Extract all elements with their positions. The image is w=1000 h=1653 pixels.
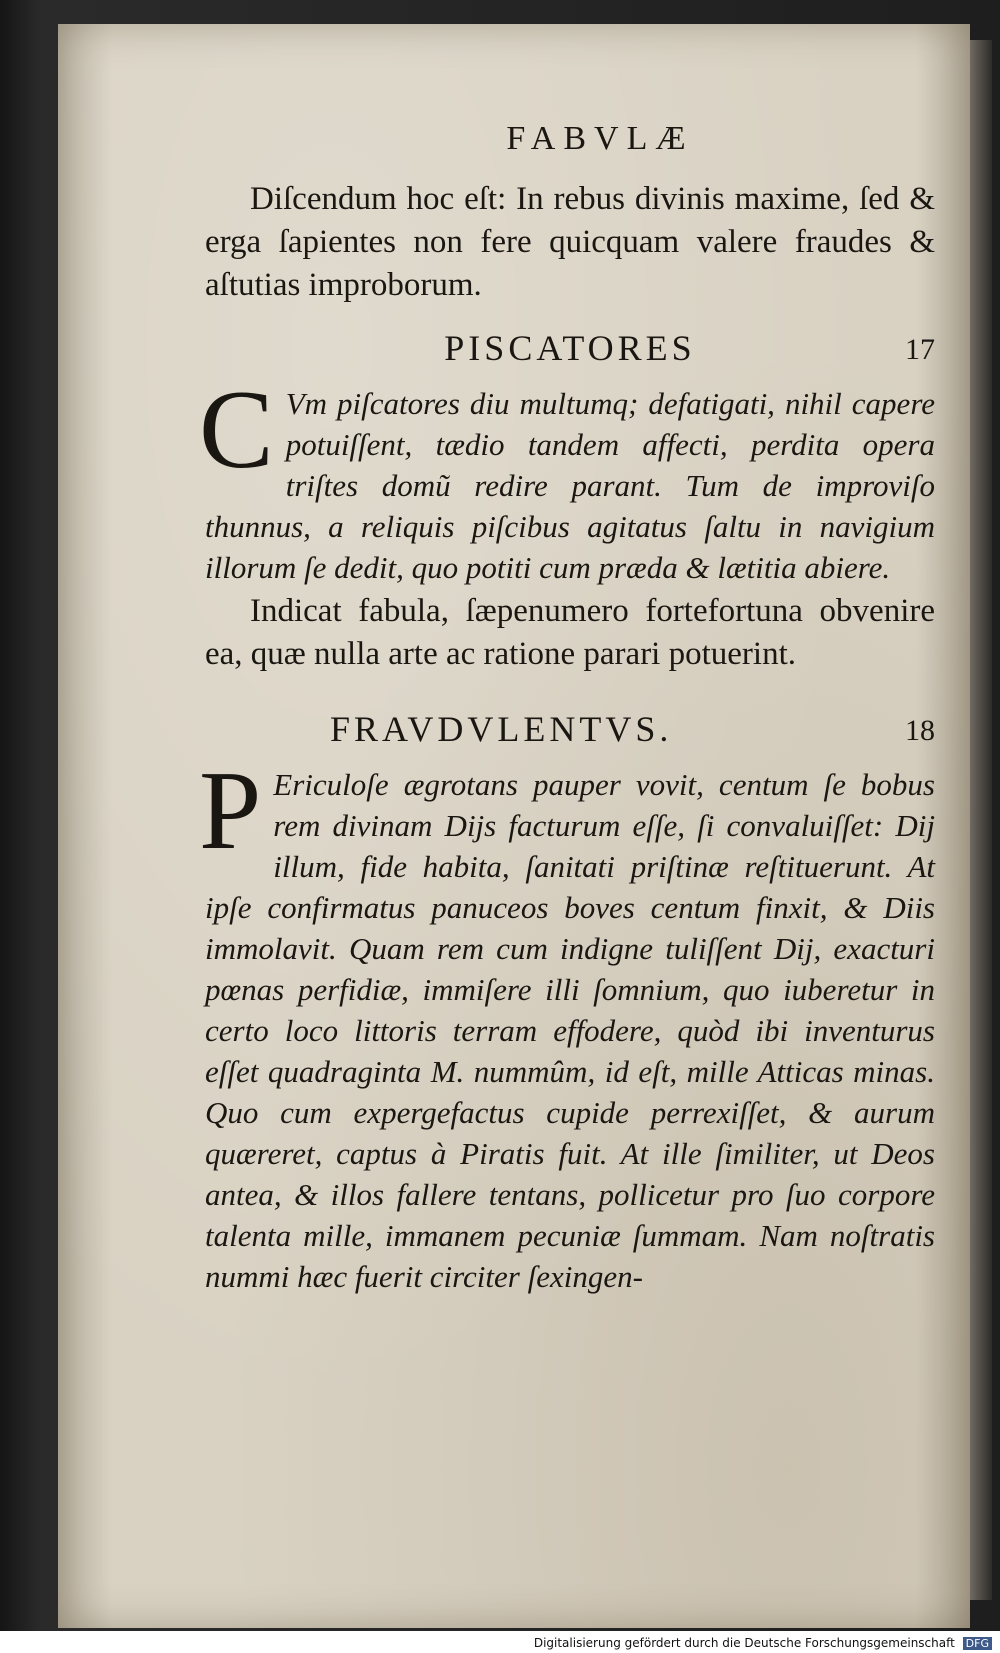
fable-17-moral: Indicat fabula, ſæpenumero fortefortuna obvenire ea, quæ nulla arte ac ratione parari potuerint. [205,593,935,672]
fable-18-body: Ericuloſe ægrotans pauper vovit, centum ſe bobus rem divinam Dijs facturum eſſe, ſi convaluiſſet: Dij illum, fide habita, ſanitati priſtinæ reſtituerunt. At ipſe confirmatus panuceos boves centum finxit, & Diis immolavit. Quam rem cum indigne tuliſſent Dij, exacturi pœnas perfidiæ, immiſere illi ſomnium, quo iuberetur in certo loco littoris terram effodere, quòd ibi inventurus eſſet quadraginta M. nummûm, id eſt, mille Atticas minas. Quo cum expergefactus cupide perrexiſſet, & aurum quæreret, captus à Piratis fuit. At ille ſimiliter, ut Deos antea, & illos fallere tentans, pollicetur pro ſuo corpore talenta mille, immanem pecuniæ ſummam. Nam noſtratis nummi hæc fuerit circiter ſexingen- [205,767,935,1294]
fable-17-body: Vm piſcatores diu multumq; defatigati, nihil capere potuiſſent, tædio tandem affecti, perdita opera triſtes domũ redire parant. Tum de improviſo thunnus, a reliquis piſcibus agitatus ſaltu in navigium illorum ſe dedit, quo potiti cum præda & lætitia abiere. [205,386,935,585]
fable-17-title: PISCATORES [444,328,696,368]
fable-18-dropcap: P [199,749,262,873]
book-page-edge [970,40,992,1600]
fable-18-number: 18 [905,714,935,747]
fable-18-text [199,749,935,1297]
fable-17-heading [205,325,935,383]
intro-moral: Diſcendum hoc eſt: In rebus divinis maxime, ſed & erga ſapientes non fere quicquam valere fraudes & aſtutias improborum. [205,181,935,303]
footer-bar [0,1631,1000,1653]
footer-credit-text: Digitalisierung gefördert durch die Deutsche Forschungsgemeinschaft [533,1636,955,1650]
running-head: FABVLÆ [506,120,694,157]
dfg-logo-icon: DFG [963,1637,992,1650]
fable-17-dropcap: C [199,368,274,492]
footer-credit [534,1636,992,1650]
fable-17-number: 17 [905,333,935,366]
fable-18-title: FRAVDVLENTVS. [330,709,673,749]
fable-17-text [199,368,935,588]
page-content [199,120,935,1297]
fable-18-heading [205,706,935,764]
